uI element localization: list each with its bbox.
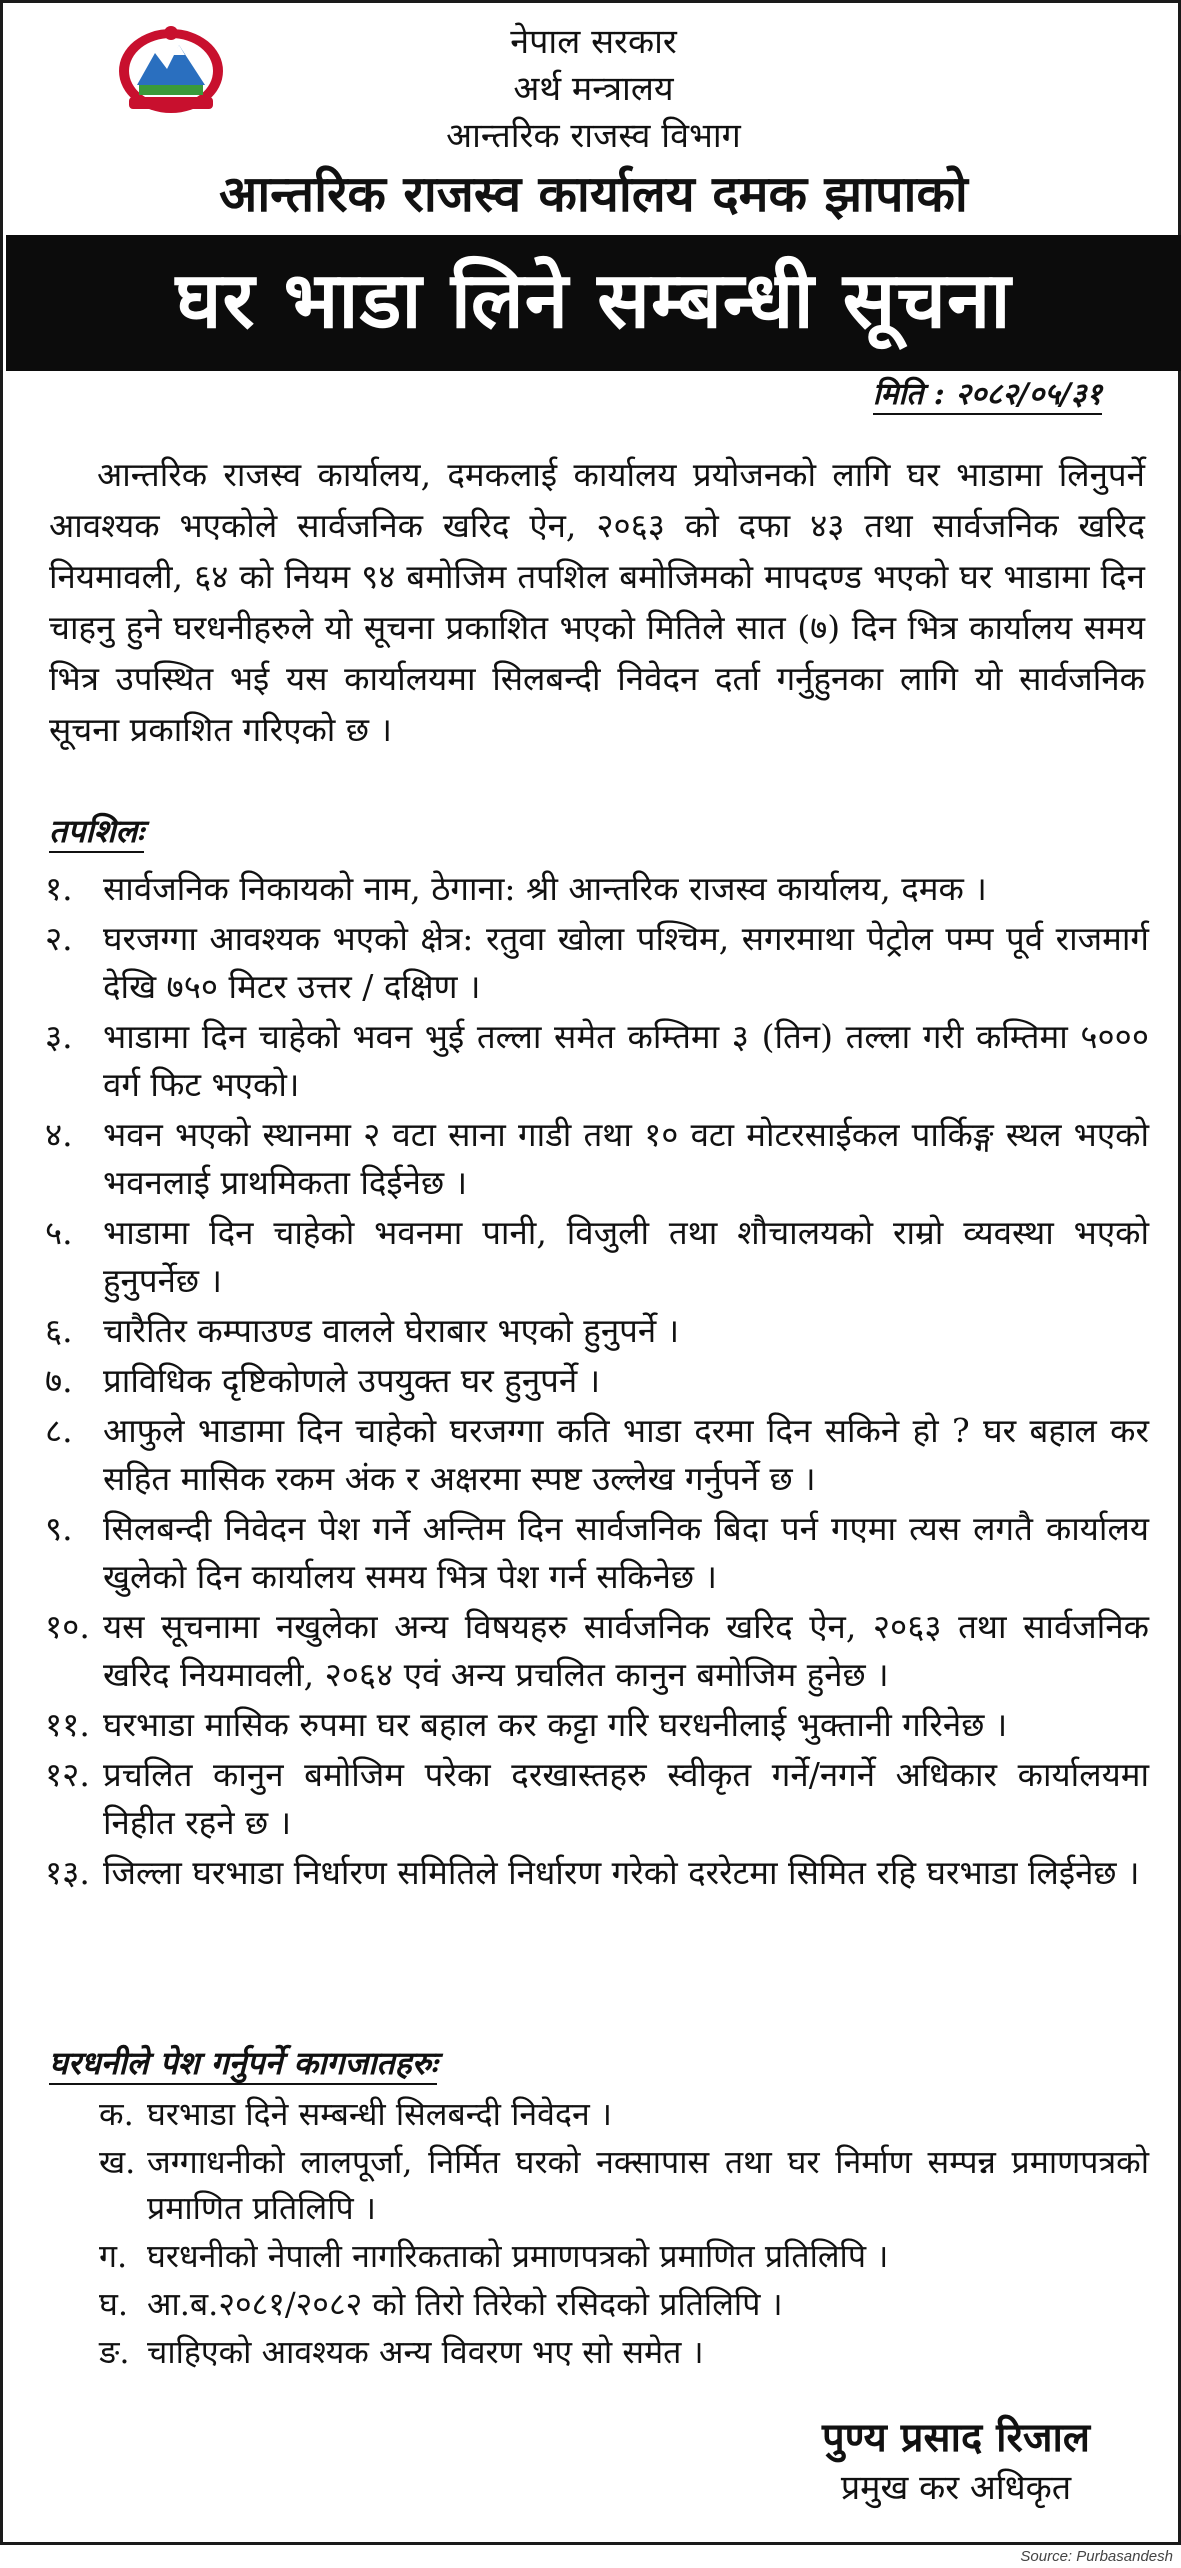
office-title: आन्तरिक राजस्व कार्यालय दमक झापाको — [219, 165, 968, 223]
intro-paragraph: आन्तरिक राजस्व कार्यालय, दमकलाई कार्यालय प्रयोजनको लागि घर भाडामा लिनुपर्ने आवश्यक भएकोले सार्वजनिक खरिद ऐन, २०६३ को दफा ४३ तथा सार्वजनिक खरिद नियमावली, ६४ को नियम ९४ बमोजिम तपशिल बमोजिमको मापदण्ड भएको घर भाडामा दिन चाहनु हुने घरधनीहरुले यो सूचना प्रकाशित भएको मितिले सात (७) दिन भित्र कार्यालय समय भित्र उपस्थित भई यस कार्यालयमा सिलबन्दी निवेदन दर्ता गर्नुहुनका लागि यो सार्वजनिक सूचना प्रकाशित गरिएको छ । — [49, 455, 1145, 749]
gov-line-ministry: अर्थ मन्त्रालय — [513, 69, 674, 109]
item-number: ४. — [45, 1115, 73, 1154]
government-heading — [3, 19, 1181, 160]
item-number: १२. — [45, 1755, 90, 1794]
item-text: चारैतिर कम्पाउण्ड वालले घेराबार भएको हुनुपर्ने । — [103, 1311, 680, 1350]
item-text: सार्वजनिक निकायको नाम, ठेगाना: श्री आन्तरिक राजस्व कार्यालय, दमक । — [103, 869, 987, 908]
item-text: घरभाडा दिने सम्बन्धी सिलबन्दी निवेदन । — [147, 2095, 613, 2133]
list-item — [99, 2091, 1149, 2137]
item-number: ५. — [45, 1213, 73, 1252]
item-number: ८. — [45, 1411, 73, 1450]
list-item — [45, 1407, 1149, 1503]
notice-title: घर भाडा लिने सम्बन्धी सूचना — [175, 256, 1012, 346]
item-text: आफुले भाडामा दिन चाहेको घरजग्गा कति भाडा दरमा दिन सकिने हो ? घर बहाल कर सहित मासिक रकम अंक र अक्षरमा स्पष्ट उल्लेख गर्नुपर्ने छ । — [103, 1411, 1149, 1498]
list-item — [99, 2233, 1149, 2279]
list-item — [45, 1013, 1149, 1109]
item-text: चाहिएको आवश्यक अन्य विवरण भए सो समेत । — [147, 2333, 704, 2371]
list-item — [45, 1357, 1149, 1405]
item-number: १. — [45, 869, 73, 908]
item-number: २. — [45, 919, 73, 958]
item-number: १०. — [45, 1607, 90, 1646]
list-item — [45, 1849, 1149, 1897]
documents-list — [99, 2091, 1149, 2377]
list-item — [45, 1751, 1149, 1847]
details-list — [45, 865, 1149, 1899]
item-text: भाडामा दिन चाहेको भवन भुई तल्ला समेत कम्तिमा ३ (तिन) तल्ला गरी कम्तिमा ५००० वर्ग फिट भएको। — [103, 1017, 1149, 1104]
item-text: सिलबन्दी निवेदन पेश गर्ने अन्तिम दिन सार्वजनिक बिदा पर्न गएमा त्यस लगतै कार्यालय खुलेको दिन कार्यालय समय भित्र पेश गर्न सकिनेछ । — [103, 1509, 1149, 1596]
item-text: जिल्ला घरभाडा निर्धारण समितिले निर्धारण गरेको दररेटमा सिमित रहि घरभाडा लिईनेछ । — [103, 1853, 1140, 1892]
list-item — [45, 1209, 1149, 1305]
item-number: ११. — [45, 1705, 90, 1744]
item-text: आ.ब.२०८१/२०८२ को तिरो तिरेको रसिदको प्रतिलिपि । — [147, 2285, 783, 2323]
list-item — [99, 2329, 1149, 2375]
item-number: ख. — [99, 2143, 136, 2181]
list-item — [99, 2281, 1149, 2327]
item-number: १३. — [45, 1853, 90, 1892]
item-number: क. — [99, 2095, 134, 2133]
date-line — [873, 375, 1102, 415]
signer-title: प्रमुख कर अधिकृत — [840, 2468, 1072, 2508]
signature-block — [822, 2411, 1090, 2511]
item-number: ७. — [45, 1361, 73, 1400]
documents-heading: घरधनीले पेश गर्नुपर्ने कागजातहरुः — [49, 2043, 437, 2085]
source-credit: Source: Purbasandesh — [1020, 2548, 1173, 2565]
item-number: घ. — [99, 2285, 129, 2323]
item-text: घरभाडा मासिक रुपमा घर बहाल कर कट्टा गरि घरधनीलाई भुक्तानी गरिनेछ । — [103, 1705, 1008, 1744]
item-text: भवन भएको स्थानमा २ वटा साना गाडी तथा १० वटा मोटरसाईकल पार्किङ्ग स्थल भएको भवनलाई प्राथमिकता दिईनेछ । — [103, 1115, 1149, 1202]
list-item — [45, 1603, 1149, 1699]
details-heading: तपशिलः — [49, 811, 144, 853]
item-number: ६. — [45, 1311, 73, 1350]
signer-name: पुण्य प्रसाद रिजाल — [821, 2415, 1090, 2461]
item-text: प्रचलित कानुन बमोजिम परेका दरखास्तहरु स्वीकृत गर्ने/नगर्ने अधिकार कार्यालयमा निहीत रहने छ । — [103, 1755, 1149, 1842]
item-number: ङ. — [99, 2333, 130, 2371]
item-number: ९. — [45, 1509, 73, 1548]
item-text: भाडामा दिन चाहेको भवनमा पानी, विजुली तथा शौचालयको राम्रो व्यवस्था भएको हुनुपर्नेछ । — [103, 1213, 1149, 1300]
list-item — [45, 1307, 1149, 1355]
item-number: ग. — [99, 2237, 128, 2275]
list-item — [45, 1505, 1149, 1601]
gov-line-nepal-government: नेपाल सरकार — [510, 22, 677, 62]
item-number: ३. — [45, 1017, 73, 1056]
list-item — [45, 1701, 1149, 1749]
item-text: घरधनीको नेपाली नागरिकताको प्रमाणपत्रको प्रमाणित प्रतिलिपि । — [147, 2237, 889, 2275]
notice-banner — [6, 235, 1181, 371]
gov-line-department: आन्तरिक राजस्व विभाग — [446, 116, 741, 156]
list-item — [45, 915, 1149, 1011]
list-item — [45, 1111, 1149, 1207]
item-text: घरजग्गा आवश्यक भएको क्षेत्र: रतुवा खोला पश्चिम, सगरमाथा पेट्रोल पम्प पूर्व राजमार्ग देखि ७५० मिटर उत्तर / दक्षिण । — [103, 919, 1149, 1006]
item-text: जग्गाधनीको लालपूर्जा, निर्मित घरको नक्सापास तथा घर निर्माण सम्पन्न प्रमाणपत्रको प्रमाणित प्रतिलिपि । — [147, 2143, 1149, 2227]
list-item — [45, 865, 1149, 913]
item-text: यस सूचनामा नखुलेका अन्य विषयहरु सार्वजनिक खरिद ऐन, २०६३ तथा सार्वजनिक खरिद नियमावली, २०६४ एवं अन्य प्रचलित कानुन बमोजिम हुनेछ । — [103, 1607, 1149, 1694]
item-text: प्राविधिक दृष्टिकोणले उपयुक्त घर हुनुपर्ने । — [103, 1361, 601, 1400]
notice-date: मिति : २०८२/०५/३१ — [872, 377, 1102, 412]
list-item — [99, 2139, 1149, 2231]
